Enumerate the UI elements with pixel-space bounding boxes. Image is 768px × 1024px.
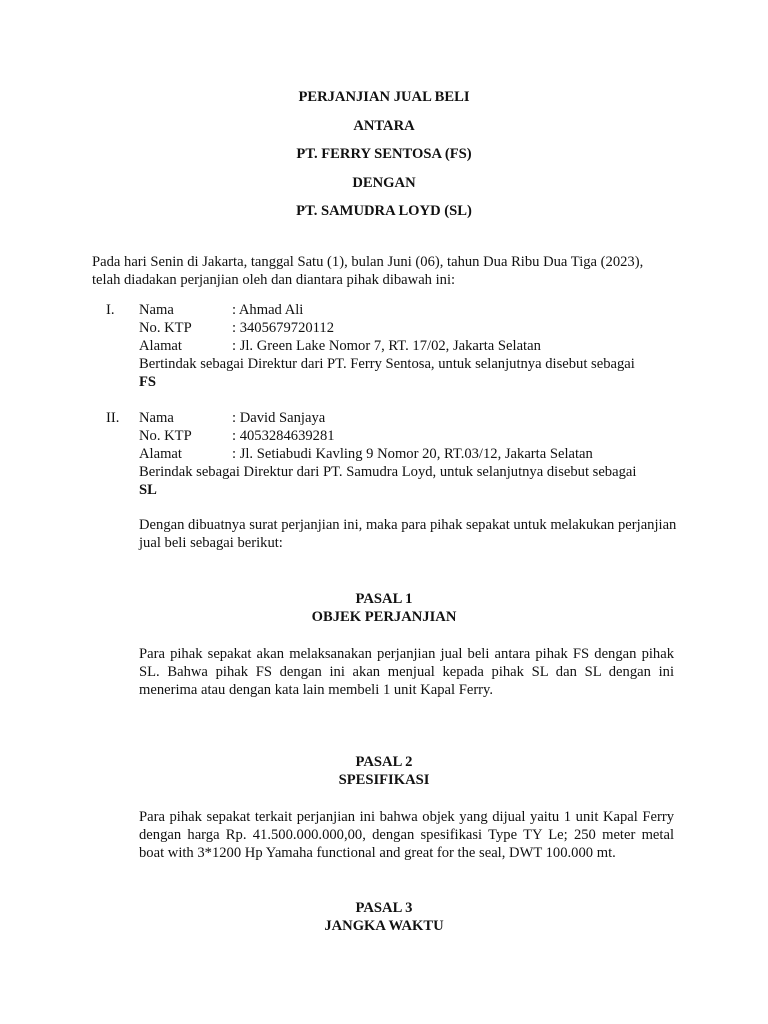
pasal-title: JANGKA WAKTU: [324, 918, 444, 934]
intro-paragraph: Pada hari Senin di Jakarta, tanggal Satu (1), bulan Juni (06), tahun Dua Ribu Dua Tiga (2023), telah diadakan perjanjian oleh dan diantara pihak dibawah ini:: [92, 254, 644, 288]
party-field-address: [139, 445, 684, 463]
party-field-ktp: [139, 319, 684, 337]
party-description: Bertindak sebagai Direktur dari PT. Ferry Sentosa, untuk selanjutnya disebut sebagai: [139, 356, 635, 372]
party-field-name: [139, 301, 684, 319]
party-number: II.: [106, 410, 120, 426]
party-alias: SL: [139, 482, 157, 498]
pasal-2-heading: [0, 753, 768, 789]
field-value: : 3405679720112: [232, 320, 335, 336]
party-field-ktp: [139, 427, 684, 445]
pasal-1-heading: [0, 590, 768, 626]
party-alias: FS: [139, 374, 157, 390]
party-details: [139, 409, 684, 499]
field-label: Alamat: [139, 446, 182, 462]
agreement-paragraph: Dengan dibuatnya surat perjanjian ini, maka para pihak sepakat untuk melakukan perjanjian jual beli sebagai berikut:: [139, 517, 677, 551]
field-value: : Jl. Setiabudi Kavling 9 Nomor 20, RT.03/12, Jakarta Selatan: [232, 446, 593, 462]
field-value: : 4053284639281: [232, 428, 335, 444]
party-details: [139, 301, 684, 391]
title-line: PERJANJIAN JUAL BELI: [298, 89, 470, 105]
party-field-name: [139, 409, 684, 427]
field-value: : Ahmad Ali: [232, 302, 304, 318]
party-field-address: [139, 337, 684, 355]
pasal-number: PASAL 2: [355, 754, 413, 770]
document-title: [0, 88, 768, 231]
field-label: Nama: [139, 302, 174, 318]
title-line: ANTARA: [353, 117, 415, 134]
pasal-2-text: Para pihak sepakat terkait perjanjian ini bahwa objek yang dijual yaitu 1 unit Kapal Ferry dengan harga Rp. 41.500.000.000,00, dengan spesifikasi Type TY Le; 250 meter metal boat with 3*1200 Hp Yamaha functional and great for the seal, DWT 100.000 mt.: [139, 809, 674, 861]
pasal-3-heading: [0, 899, 768, 935]
field-label: No. KTP: [139, 428, 192, 444]
field-value: : David Sanjaya: [232, 410, 326, 426]
title-line: PT. SAMUDRA LOYD (SL): [296, 203, 472, 219]
pasal-1-text: Para pihak sepakat akan melaksanakan perjanjian jual beli antara pihak FS dengan pihak SL. Bahwa pihak FS dengan ini akan menjual kepada pihak SL dan SL dengan ini menerima atau dengan kata lain membeli 1 unit Kapal Ferry.: [139, 646, 674, 698]
pasal-title: OBJEK PERJANJIAN: [311, 609, 457, 625]
field-value: : Jl. Green Lake Nomor 7, RT. 17/02, Jakarta Selatan: [232, 338, 541, 354]
field-label: Alamat: [139, 338, 182, 354]
pasal-number: PASAL 3: [355, 900, 413, 916]
title-line: DENGAN: [352, 174, 416, 191]
party-number: I.: [106, 302, 115, 318]
pasal-title: SPESIFIKASI: [338, 772, 430, 788]
pasal-number: PASAL 1: [355, 591, 413, 607]
party-description: Berindak sebagai Direktur dari PT. Samudra Loyd, untuk selanjutnya disebut sebagai: [139, 464, 637, 480]
field-label: No. KTP: [139, 320, 192, 336]
field-label: Nama: [139, 410, 174, 426]
title-line: PT. FERRY SENTOSA (FS): [296, 146, 472, 162]
